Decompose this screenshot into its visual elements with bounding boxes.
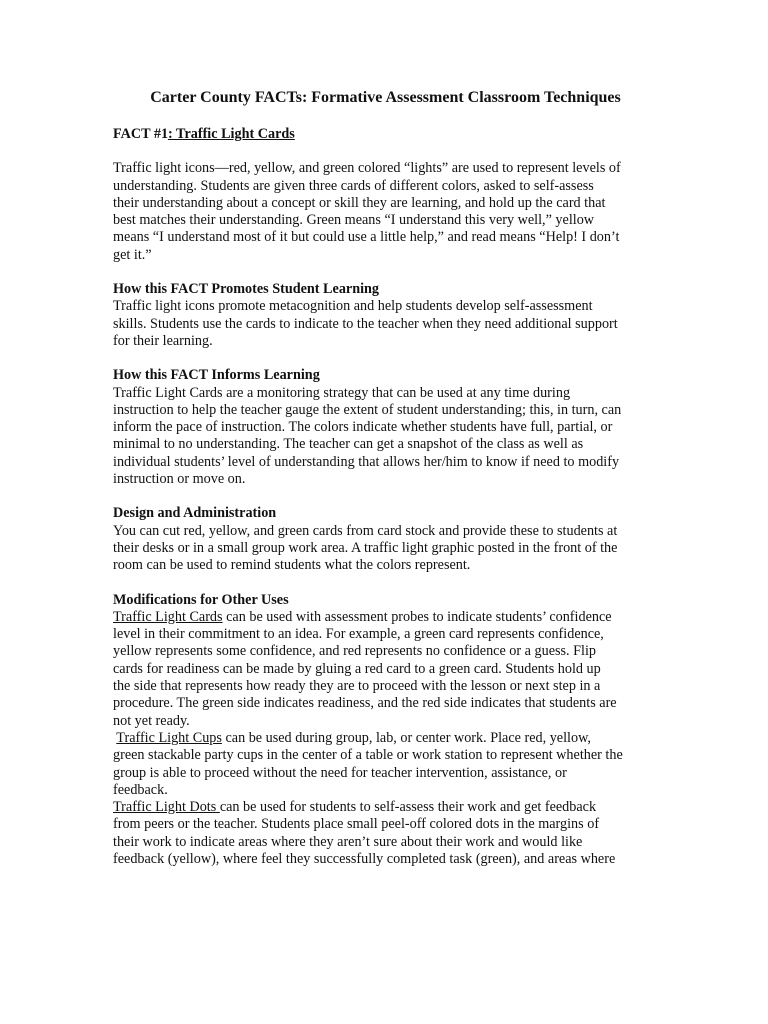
document-page bbox=[113, 88, 658, 868]
section-informs bbox=[113, 367, 658, 488]
modification-text: can be used for students to self-assess their work and get feedback bbox=[219, 799, 597, 816]
intro-line: means “I understand most of it but could use a little help,” and read means “Help! I don’t bbox=[113, 229, 620, 246]
body-line: cards for readiness can be made by gluing a red card to a green card. Students hold up bbox=[113, 660, 601, 677]
body-line bbox=[113, 609, 658, 626]
intro-paragraph bbox=[113, 160, 658, 264]
fact-number: FACT #1 bbox=[113, 126, 169, 142]
body-line: Traffic light icons promote metacognition and help students develop self-assessment bbox=[113, 298, 593, 315]
body-line: individual students’ level of understanding that allows her/him to know if need to modify bbox=[113, 453, 620, 470]
modification-label: Traffic Light Dots bbox=[113, 799, 220, 816]
body-line: feedback. bbox=[113, 781, 168, 798]
body-line: inform the pace of instruction. The colors indicate whether students have full, partial, or bbox=[113, 419, 613, 436]
intro-line: best matches their understanding. Green means “I understand this very well,” yellow bbox=[113, 212, 595, 229]
body-line bbox=[113, 730, 658, 747]
section-body bbox=[113, 385, 658, 489]
body-line: their desks or in a small group work area. A traffic light graphic posted in the front of the bbox=[113, 539, 618, 556]
body-line: the side that represents how ready they are to proceed with the lesson or next step in a bbox=[113, 678, 601, 695]
section-promotes bbox=[113, 281, 658, 350]
section-modifications bbox=[113, 592, 658, 869]
body-line: Traffic Light Cards are a monitoring strategy that can be used at any time during bbox=[113, 384, 571, 401]
body-line: procedure. The green side indicates readiness, and the red side indicates that students are bbox=[113, 695, 617, 712]
section-heading: How this FACT Promotes Student Learning bbox=[113, 281, 380, 298]
body-line: group is able to proceed without the need for teacher intervention, assistance, or bbox=[113, 764, 567, 781]
modification-cards bbox=[113, 609, 658, 730]
body-line: You can cut red, yellow, and green cards from card stock and provide these to students at bbox=[113, 522, 618, 539]
body-line: yellow represents some confidence, and red represents no confidence or a guess. Flip bbox=[113, 643, 596, 660]
body-line: for their learning. bbox=[113, 332, 213, 349]
modification-text: can be used with assessment probes to indicate students’ confidence bbox=[222, 608, 612, 625]
document-title: Carter County FACTs: Formative Assessment Classroom Techniques bbox=[150, 89, 621, 106]
body-line: level in their commitment to an idea. For example, a green card represents confidence, bbox=[113, 626, 604, 643]
section-body bbox=[113, 298, 658, 350]
body-line bbox=[113, 799, 658, 816]
modification-label: Traffic Light Cups bbox=[116, 729, 222, 746]
section-heading: Design and Administration bbox=[113, 505, 277, 522]
modification-cups bbox=[113, 730, 658, 799]
section-design bbox=[113, 505, 658, 574]
body-line: instruction to help the teacher gauge the extent of student understanding; this, in turn, can bbox=[113, 401, 622, 418]
body-line: their work to indicate areas where they aren’t sure about their work and would like bbox=[113, 833, 583, 850]
modification-text: can be used during group, lab, or center work. Place red, yellow, bbox=[221, 729, 591, 746]
body-line: feedback (yellow), where feel they successfully completed task (green), and areas where bbox=[113, 850, 616, 867]
intro-line: understanding. Students are given three cards of different colors, asked to self-assess bbox=[113, 177, 594, 194]
body-line: from peers or the teacher. Students place small peel-off colored dots in the margins of bbox=[113, 816, 600, 833]
modification-label: Traffic Light Cards bbox=[113, 608, 223, 625]
body-line: instruction or move on. bbox=[113, 471, 246, 488]
intro-line: Traffic light icons—red, yellow, and green colored “lights” are used to represent levels of bbox=[113, 160, 621, 177]
section-heading: Modifications for Other Uses bbox=[113, 591, 289, 608]
body-line: green stackable party cups in the center of a table or work station to represent whether the bbox=[113, 747, 623, 764]
intro-line: get it.” bbox=[113, 246, 152, 263]
body-line: minimal to no understanding. The teacher can get a snapshot of the class as well as bbox=[113, 436, 584, 453]
section-body bbox=[113, 523, 658, 575]
fact-heading bbox=[113, 126, 658, 143]
body-line: room can be used to remind students what the colors represent. bbox=[113, 557, 471, 574]
fact-name: : Traffic Light Cards bbox=[168, 126, 295, 142]
body-line: skills. Students use the cards to indicate to the teacher when they need additional support bbox=[113, 315, 618, 332]
body-line: not yet ready. bbox=[113, 712, 190, 729]
modification-dots bbox=[113, 799, 658, 868]
section-heading: How this FACT Informs Learning bbox=[113, 367, 320, 384]
intro-line: their understanding about a concept or skill they are learning, and hold up the card that bbox=[113, 194, 606, 211]
